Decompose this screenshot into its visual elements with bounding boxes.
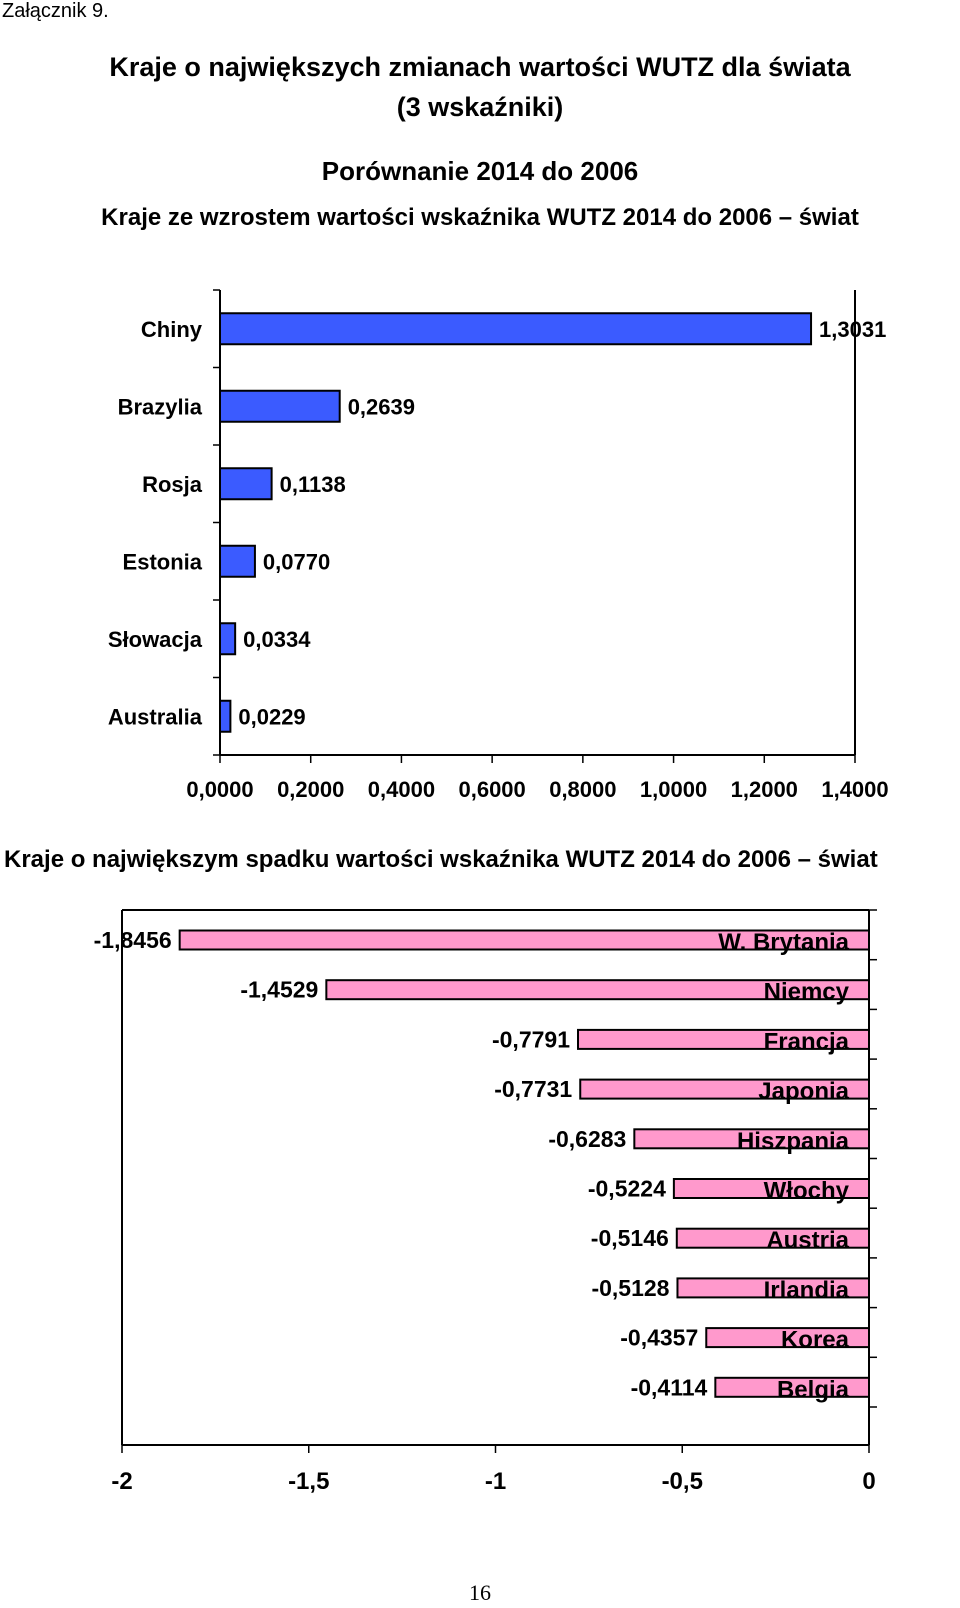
category-label: Niemcy — [763, 978, 849, 1006]
data-label: -0,7791 — [491, 1026, 571, 1053]
data-label: -1,8456 — [93, 927, 172, 953]
page-title-line2: (3 wskaźniki) — [396, 92, 564, 122]
x-tick-label: 0,6000 — [458, 777, 526, 802]
category-label: Australia — [107, 704, 202, 730]
bar-słowacja — [220, 623, 235, 654]
annex-label: Załącznik 9. — [2, 0, 109, 22]
data-label: -0,4357 — [620, 1324, 699, 1351]
decrease-bar-chart — [0, 910, 960, 1510]
x-tick-label: 1,4000 — [821, 777, 889, 802]
category-label: Belgia — [776, 1376, 849, 1404]
data-label: 0,0334 — [243, 626, 311, 652]
category-label: W. Brytania — [718, 929, 849, 956]
data-label: 1,3031 — [819, 316, 887, 342]
x-tick-label: -1,5 — [288, 1468, 330, 1495]
page-title-line1: Kraje o największych zmianach wartości WUTZ dla świata — [109, 52, 851, 82]
bar-brazylia — [220, 391, 340, 422]
category-label: Austria — [766, 1227, 849, 1255]
bar-estonia — [220, 546, 255, 577]
x-tick-label: 1,0000 — [639, 777, 708, 802]
x-tick-label: 0,8000 — [549, 777, 617, 802]
x-tick-label: 0,2000 — [277, 777, 345, 802]
category-label: Słowacja — [107, 626, 202, 652]
data-label: -1,4529 — [240, 976, 319, 1003]
category-label: Irlandia — [763, 1276, 849, 1304]
category-label: Japonia — [758, 1078, 849, 1106]
bar-australia — [220, 701, 230, 732]
data-label: 0,1138 — [279, 471, 346, 497]
bar-rosja — [220, 468, 272, 499]
data-label: 0,0770 — [262, 549, 331, 575]
category-label: Korea — [780, 1326, 849, 1354]
increase-chart-title: Kraje ze wzrostem wartości wskaźnika WUTZ 2014 do 2006 – świat — [101, 204, 859, 231]
x-tick-label: 1,2000 — [730, 777, 798, 802]
category-label: Hiszpania — [736, 1127, 849, 1155]
x-tick-label: 0,0000 — [186, 777, 254, 802]
decrease-chart-title: Kraje o największym spadku wartości wskaźnika WUTZ 2014 do 2006 – świat — [4, 846, 878, 873]
data-label: 0,2639 — [347, 394, 415, 420]
bar-chiny — [220, 313, 811, 344]
increase-bar-chart — [0, 280, 960, 820]
category-label: Włochy — [763, 1177, 849, 1205]
data-label: -0,5128 — [591, 1274, 670, 1301]
data-label: -0,7731 — [494, 1076, 573, 1103]
category-label: Chiny — [140, 316, 202, 342]
data-label: -0,4114 — [630, 1374, 708, 1401]
x-tick-label: 0 — [862, 1468, 876, 1495]
x-tick-label: -1 — [484, 1468, 507, 1495]
data-label: -0,5146 — [590, 1225, 669, 1252]
category-label: Francja — [763, 1028, 849, 1056]
x-tick-label: 0,4000 — [367, 777, 436, 802]
x-tick-label: -0,5 — [661, 1468, 703, 1495]
category-label: Estonia — [122, 549, 202, 575]
page-number: 16 — [469, 1580, 491, 1605]
data-label: -0,6283 — [548, 1125, 627, 1152]
data-label: 0,0229 — [238, 704, 306, 730]
category-label: Rosja — [142, 471, 202, 497]
x-tick-label: -2 — [111, 1468, 133, 1495]
category-label: Brazylia — [117, 394, 202, 420]
data-label: -0,5224 — [587, 1175, 666, 1202]
comparison-heading: Porównanie 2014 do 2006 — [321, 156, 639, 186]
